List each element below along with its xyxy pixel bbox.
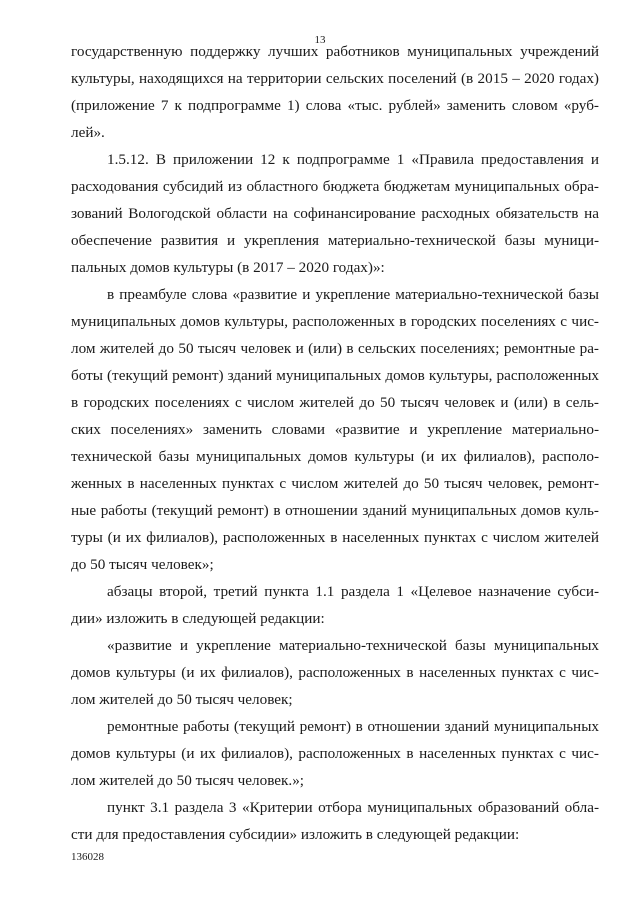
text-line: муниципальных домов культуры, расположенных в городских поселениях с чис- [71,313,599,330]
text-line: лей». [71,124,105,141]
paragraph-first-line: абзацы второй, третий пункта 1.1 раздела 1 «Целевое назначение субси- [107,583,599,600]
page-number: 13 [314,34,326,46]
text-line: до 50 тысяч человек»; [71,556,214,573]
document-code: 136028 [71,851,104,863]
text-line: домов культуры (и их филиалов), расположенных в населенных пунктах с чис- [71,745,599,762]
text-line: туры (и их филиалов), расположенных в населенных пунктах с числом жителей [71,529,599,546]
text-line: женных в населенных пунктах с числом жителей до 50 тысяч человек, ремонт- [71,475,599,492]
text-line: пальных домов культуры (в 2017 – 2020 годах)»: [71,259,385,276]
text-line: культуры, находящихся на территории сельских поселений (в 2015 – 2020 годах) [71,70,599,87]
text-line: ских поселениях» заменить словами «развитие и укрепление материально- [71,421,599,438]
text-line: расходования субсидий из областного бюджета бюджетам муниципальных обра- [71,178,599,195]
text-line: ные работы (текущий ремонт) в отношении зданий муниципальных домов куль- [71,502,599,519]
text-line: государственную поддержку лучших работников муниципальных учреждений [71,43,599,60]
text-line: (приложение 7 к подпрограмме 1) слова «тыс. рублей» заменить словом «руб- [71,97,599,114]
text-line: технической базы муниципальных домов культуры (и их филиалов), располо- [71,448,599,465]
text-line: домов культуры (и их филиалов), расположенных в населенных пунктах с чис- [71,664,599,681]
paragraph-first-line: «развитие и укрепление материально-технической базы муниципальных [107,637,599,654]
text-line: лом жителей до 50 тысяч человек и (или) в сельских поселениях; ремонтные ра- [71,340,599,357]
paragraph-first-line: пункт 3.1 раздела 3 «Критерии отбора муниципальных образований обла- [107,799,599,816]
paragraph-first-line: ремонтные работы (текущий ремонт) в отношении зданий муниципальных [107,718,599,735]
text-line: лом жителей до 50 тысяч человек; [71,691,293,708]
text-line: боты (текущий ремонт) зданий муниципальных домов культуры, расположенных [71,367,599,384]
text-line: дии» изложить в следующей редакции: [71,610,325,627]
text-line: обеспечение развития и укрепления материально-технической базы муници- [71,232,599,249]
text-line: в городских поселениях с числом жителей до 50 тысяч человек и (или) в сель- [71,394,599,411]
text-line: лом жителей до 50 тысяч человек.»; [71,772,305,789]
text-line: зований Вологодской области на софинансирование расходных обязательств на [71,205,599,222]
paragraph-first-line: 1.5.12. В приложении 12 к подпрограмме 1 «Правила предоставления и [107,151,599,168]
text-line: сти для предоставления субсидии» изложить в следующей редакции: [71,826,520,843]
paragraph-first-line: в преамбуле слова «развитие и укрепление материально-технической базы [107,286,599,303]
